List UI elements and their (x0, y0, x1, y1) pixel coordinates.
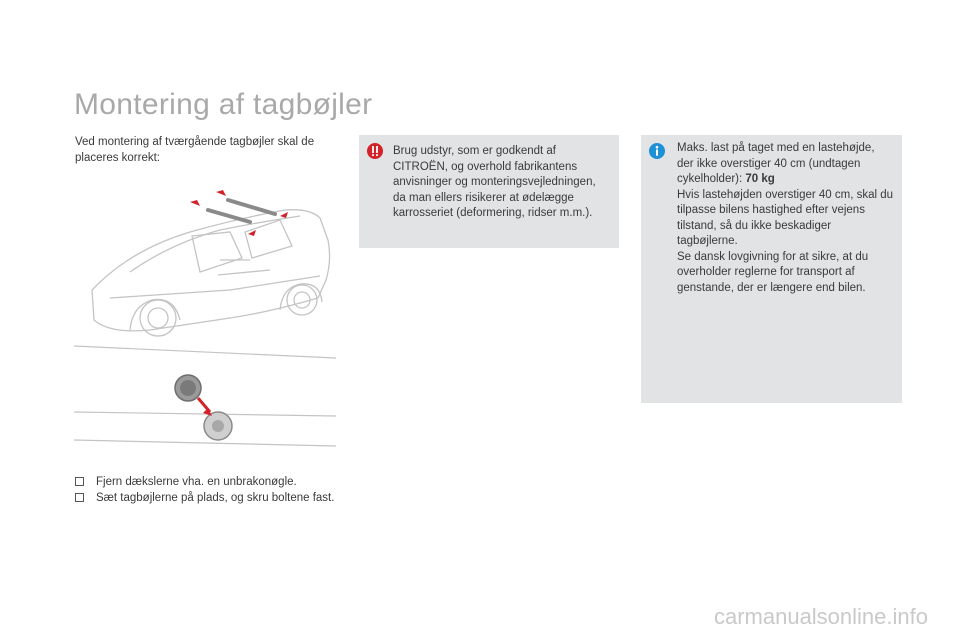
steps-list (75, 474, 345, 506)
checkbox-bullet-icon (75, 477, 84, 486)
page-title: Montering af tagbøjler (74, 88, 373, 121)
info-text (677, 141, 894, 296)
step-text: Fjern dækslerne vha. en unbrakonøgle. (96, 476, 297, 488)
watermark: carmanualsonline.info (713, 604, 928, 629)
info-line-2: Hvis lastehøjden overstiger 40 cm, skal du tilpasse bilens hastighed efter vejens tilstand, så du ikke beskadiger tagbøjlerne. (677, 188, 894, 247)
max-load-value: 70 kg (745, 173, 775, 185)
warning-box (359, 135, 619, 248)
list-item (75, 474, 345, 490)
warning-text: Brug udstyr, som er godkendt af CITROËN, og overhold fabrikantens anvisninger og monteringsvejledningen, da man ellers risikerer at ødelægge karrosseriet (deformering, ridser m.m.). (393, 145, 596, 219)
info-box (641, 135, 902, 403)
info-line-1: Maks. last på taget med en lastehøjde, der ikke overstiger 40 cm (undtagen cykelholder): (677, 142, 875, 185)
list-item (75, 490, 345, 506)
step-text: Sæt tagbøjlerne på plads, og skru boltene fast. (96, 492, 335, 504)
checkbox-bullet-icon (75, 493, 84, 502)
info-line-3: Se dansk lovgivning for at sikre, at du overholder reglerne for transport af genstande, der er længere end bilen. (677, 250, 869, 294)
roof-bar-illustration (70, 180, 342, 450)
warning-exclamation-icon (367, 143, 383, 159)
info-icon (649, 143, 665, 159)
intro-text: Ved montering af tværgående tagbøjler skal de placeres korrekt: (75, 136, 315, 164)
